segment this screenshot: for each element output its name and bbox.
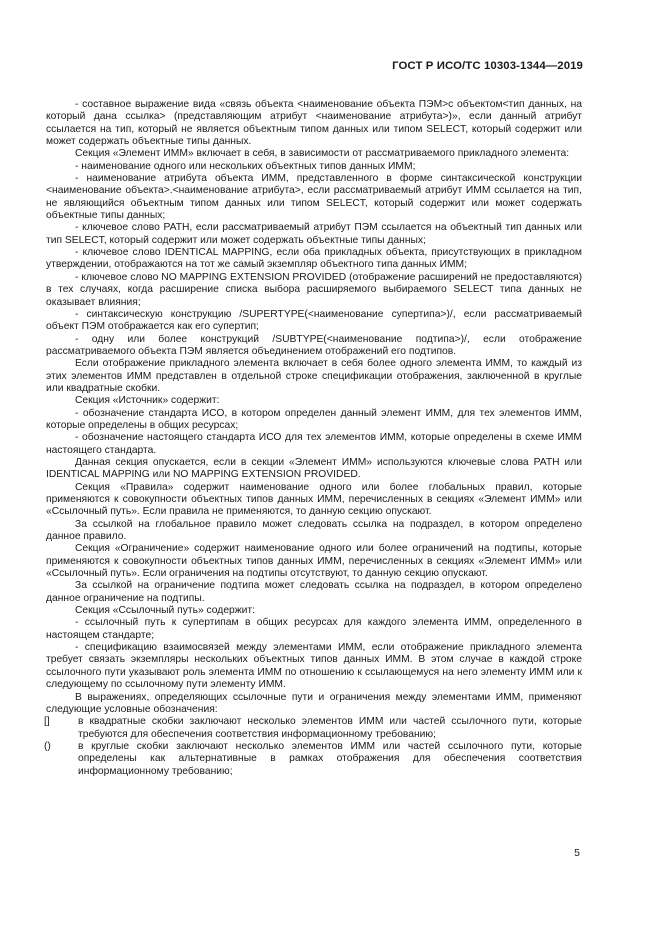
page-number: 5 xyxy=(574,847,580,859)
paragraph: Секция «Правила» содержит наименование одного или более глобальных правил, которые применяются к совокупности объектных типов данных ИММ, перечисленных в секциях «Элемент ИММ» или «Ссылочный путь». Если правила не применяются, то данную секцию опускают. xyxy=(46,481,582,518)
paragraph: Если отображение прикладного элемента включает в себя более одного элемента ИММ, то каждый из этих элементов ИММ представлен в отдельной строке спецификации отображения, заключенной в круглые или квадратные скобки. xyxy=(46,358,582,394)
paragraph: - спецификацию взаимосвязей между элементами ИММ, если отображение прикладного элемента требует связать экземпляры нескольких объектных типов данных ИММ. В этом случае в каждой строке ссылочного пути указывают роль элемента ИММ по отношению к ссылающемуся на него элементу ИММ или к следующему по ссылочному пути элементу ИММ. xyxy=(46,642,582,691)
list-item-text: в круглые скобки заключают несколько элементов ИММ или частей ссылочного пути, которые определены как альтернативные в рамках отображения для обеспечения соответствия информационному требованию; xyxy=(78,740,582,777)
list-marker: () xyxy=(44,740,51,752)
paragraph: - синтаксическую конструкцию /SUPERTYPE(<наименование супертипа>)/, если рассматриваемый объект ПЭМ отображается как его супертип; xyxy=(46,308,582,333)
paragraph: - ссылочный путь к супертипам в общих ресурсах для каждого элемента ИММ, определенного в настоящем стандарте; xyxy=(46,617,582,641)
list-marker: [] xyxy=(44,716,50,728)
document-header: ГОСТ Р ИСО/ТС 10303-1344—2019 xyxy=(392,60,583,72)
document-body xyxy=(46,99,582,778)
paragraph: В выражениях, определяющих ссылочные пути и ограничения между элементами ИММ, применяют следующие условные обозначения: xyxy=(46,691,582,715)
paragraph: Данная секция опускается, если в секции «Элемент ИММ» используются ключевые слова PATH или IDENTICAL MAPPING или NO MAPPING EXTENSION PROVIDED. xyxy=(46,456,582,481)
paragraph: - обозначение стандарта ИСО, в котором определен данный элемент ИММ, для тех элементов ИММ, которые определены в общих ресурсах; xyxy=(46,407,582,431)
paragraph: Секция «Источник» содержит: xyxy=(75,395,220,407)
list-item xyxy=(46,741,582,778)
paragraph: - обозначение настоящего стандарта ИСО для тех элементов ИММ, которые определены в схеме ИММ настоящего стандарта. xyxy=(46,432,582,456)
paragraph: - наименование атрибута объекта ИММ, представленного в форме синтаксической конструкции <наименование объекта>.<наименование атрибута>, если рассматриваемый атрибут ИММ ссылается на тип, не являющийся объектным типом данных или типом SELECT, который содержит или может содержать объектные типы данных; xyxy=(46,173,582,222)
paragraph: Секция «Ссылочный путь» содержит: xyxy=(75,605,255,617)
list-item-text: в квадратные скобки заключают несколько элементов ИММ или частей ссылочного пути, которые требуются для обеспечения соответствия информационному требованию; xyxy=(78,716,582,740)
paragraph: За ссылкой на глобальное правило может следовать ссылка на подраздел, в котором определено данное правило. xyxy=(46,518,582,543)
list-item xyxy=(46,716,582,741)
paragraph: - одну или более конструкций /SUBTYPE(<наименование подтипа>)/, если отображение рассматриваемого объекта ПЭМ является объединением отображений его подтипов. xyxy=(46,333,582,357)
paragraph: Секция «Элемент ИММ» включает в себя, в зависимости от рассматриваемого прикладного элемента: xyxy=(75,148,570,160)
paragraph: - составное выражение вида «связь объекта <наименование объекта ПЭМ>с объектом<тип данных, на который дана ссылка> (представляющим атрибут <наименование атрибута>)», если данный атрибут ссылается на тип, который не является объектным типом данных или типом SELECT, который содержит или может содержать объектные типы данных. xyxy=(46,99,582,148)
paragraph: За ссылкой на ограничение подтипа может следовать ссылка на подраздел, в котором определено данное ограничение на подтипы. xyxy=(46,580,582,604)
paragraph: Секция «Ограничение» содержит наименование одного или более ограничений на подтипы, которые применяются к совокупности объектных типов данных ИММ, перечисленных в секциях «Элемент ИММ» или «Ссылочный путь». Если ограничения на подтипы отсутствуют, то данную секцию опускают. xyxy=(46,543,582,580)
paragraph: - наименование одного или нескольких объектных типов данных ИММ; xyxy=(75,160,416,172)
paragraph: - ключевое слово NO MAPPING EXTENSION PROVIDED (отображение расширений не предоставляются) в тех случаях, когда расширение списка выбора расширяемого выбираемого SELECT типа данных не оказывает влияния; xyxy=(46,271,582,308)
paragraph: - ключевое слово PATH, если рассматриваемый атрибут ПЭМ ссылается на объектный тип данных или тип SELECT, который содержит или может содержать объектные типы данных; xyxy=(46,222,582,246)
paragraph: - ключевое слово IDENTICAL MAPPING, если оба прикладных объекта, присутствующих в прикладном утверждении, отображаются на тот же самый экземпляр объектного типа данных ИММ; xyxy=(46,247,582,271)
